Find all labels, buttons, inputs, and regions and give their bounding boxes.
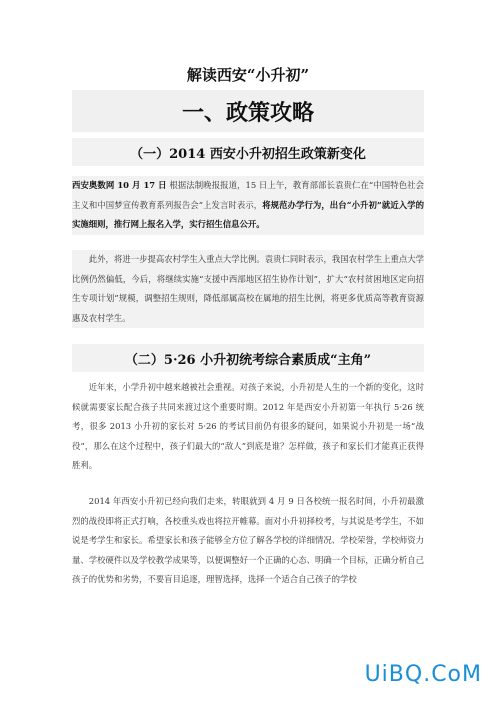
section-heading: 一、政策攻略 (181, 100, 314, 126)
section-heading-band (72, 90, 424, 132)
news-key-policy: 将规范办学行为，出台“小升初”就近入学的实施细则，推行网上报名入学，实行招生信息公开。 (72, 199, 424, 229)
news-body-text: 根据法制晚报报道，15 日上午，教育部部长袁贵仁在“中国特色社会主义和中国梦宣传教育系列报告会”上发言时表示， (72, 180, 424, 210)
site-watermark-logo: UiBQ.CoM (364, 662, 482, 687)
paragraph-rural-students: 此外，将进一步提高农村学生入重点大学比例。袁贵仁同时表示，我国农村学生上重点大学比例仍然偏低，今后，将继续实施“支援中西部地区招生协作计划”，扩大“农村贫困地区定向招生专项计划”规模，调整招生规则，降低部属高校在属地的招生比例，将更多优质高等教育资源惠及农村学生。 (72, 250, 424, 328)
subsection-heading-band-1 (72, 138, 424, 166)
news-source-date: 西安奥数网 10 月 17 日 (72, 180, 167, 190)
paragraph-news-lead (72, 176, 424, 235)
subsection-heading-1: （一）2014 西安小升初招生政策新变化 (130, 147, 366, 162)
subsection-heading-band-2 (72, 344, 424, 372)
document-title: 解读西安“小升初” (186, 66, 310, 84)
subsection-heading-2: （二）5·26 小升初统考综合素质成“主角” (124, 353, 372, 368)
paragraph-2014-enrollment: 2014 年西安小升初已经向我们走来，转眼就到 4 月 9 日各校统一报名时间，小升初最激烈的战役即将正式打响，各校重头戏也将拉开帷幕。面对小升初择校考，与其说是考学生，不如说是考学生和家长。希望家长和孩子能够全方位了解各学校的详细情况、学校荣誉，学校师资力量、学校硬件以及学校教学成果等，以便调整好一个正确的心态、明确一个目标，正确分析自己孩子的优势和劣势，不要盲目追逐，理智选择，选择一个适合自己孩子的学校 (72, 496, 424, 584)
paragraph-526-exam: 近年来，小学升初中越来越被社会重视。对孩子来说，小升初是人生的一个新的变化，这时候就需要家长配合孩子共同来渡过这个重要时期。2012 年是西安小升初第一年执行 5·26 统考，很多 2013 小升初的家长对 5·26 的考试目前仍有很多的疑问，如果说小升初是一场“战役”，那么在这个过程中，孩子们最大的“敌人”到底是谁？怎样做，孩子和家长们才能真正获得胜利。 (72, 382, 424, 470)
